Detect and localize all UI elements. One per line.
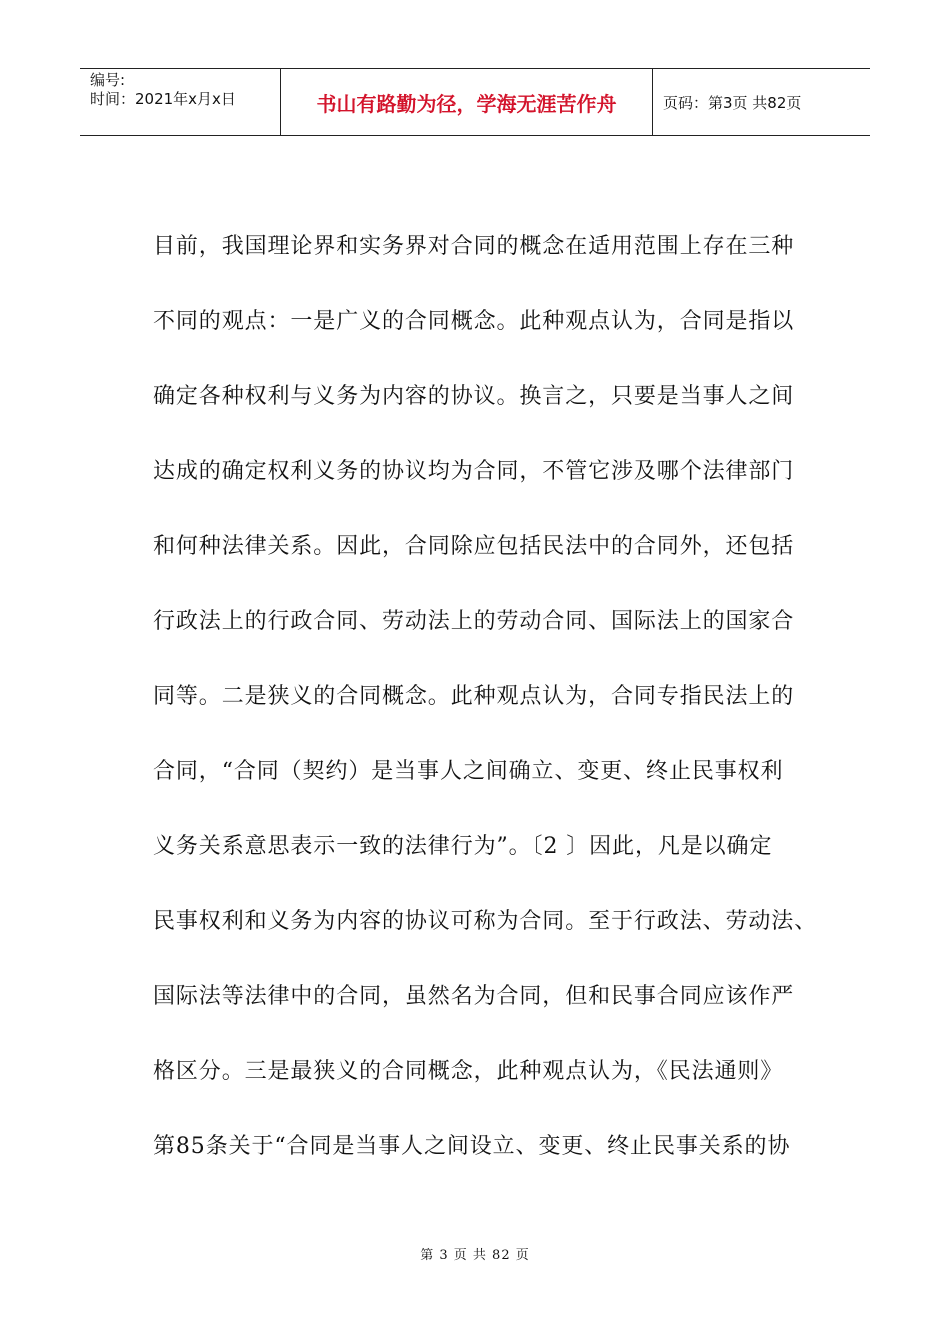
body-line: 义务关系意思表示一致的法律行为”。〔2 〕因此，凡是以确定	[153, 834, 773, 859]
body-line: 民事权利和义务为内容的协议可称为合同。至于行政法、劳动法、	[153, 909, 818, 934]
header-motto-cell	[281, 69, 653, 135]
header-meta-cell	[80, 69, 281, 135]
body-line: 和何种法律关系。因此，合同除应包括民法中的合同外，还包括	[153, 534, 795, 559]
document-body	[153, 234, 818, 1211]
header-motto: 书山有路勤为径，学海无涯苦作舟	[316, 91, 617, 116]
header-page-cell	[653, 69, 870, 135]
header-page-number: 页码：第3页 共82页	[663, 93, 802, 112]
page-footer	[0, 1244, 950, 1263]
body-line: 达成的确定权利义务的协议均为合同，不管它涉及哪个法律部门	[153, 459, 795, 484]
body-line: 行政法上的行政合同、劳动法上的劳动合同、国际法上的国家合	[153, 609, 795, 634]
body-line: 第85条关于“合同是当事人之间设立、变更、终止民事关系的协	[153, 1134, 791, 1159]
document-time-label: 时间：2021年x月x日	[90, 90, 236, 108]
body-line: 同等。二是狭义的合同概念。此种观点认为，合同专指民法上的	[153, 684, 795, 709]
body-line: 格区分。三是最狭义的合同概念，此种观点认为，《民法通则》	[153, 1059, 784, 1084]
body-line: 国际法等法律中的合同，虽然名为合同，但和民事合同应该作严	[153, 984, 795, 1009]
body-line: 目前，我国理论界和实务界对合同的概念在适用范围上存在三种	[153, 234, 795, 259]
body-line: 合同，“合同（契约）是当事人之间确立、变更、终止民事权利	[153, 759, 784, 784]
body-line: 确定各种权利与义务为内容的协议。换言之，只要是当事人之间	[153, 384, 795, 409]
footer-page-number: 第 3 页 共 82 页	[420, 1248, 530, 1263]
body-line: 不同的观点：一是广义的合同概念。此种观点认为，合同是指以	[153, 309, 795, 334]
page-header	[80, 68, 870, 136]
document-number-label: 编号:	[90, 71, 126, 89]
